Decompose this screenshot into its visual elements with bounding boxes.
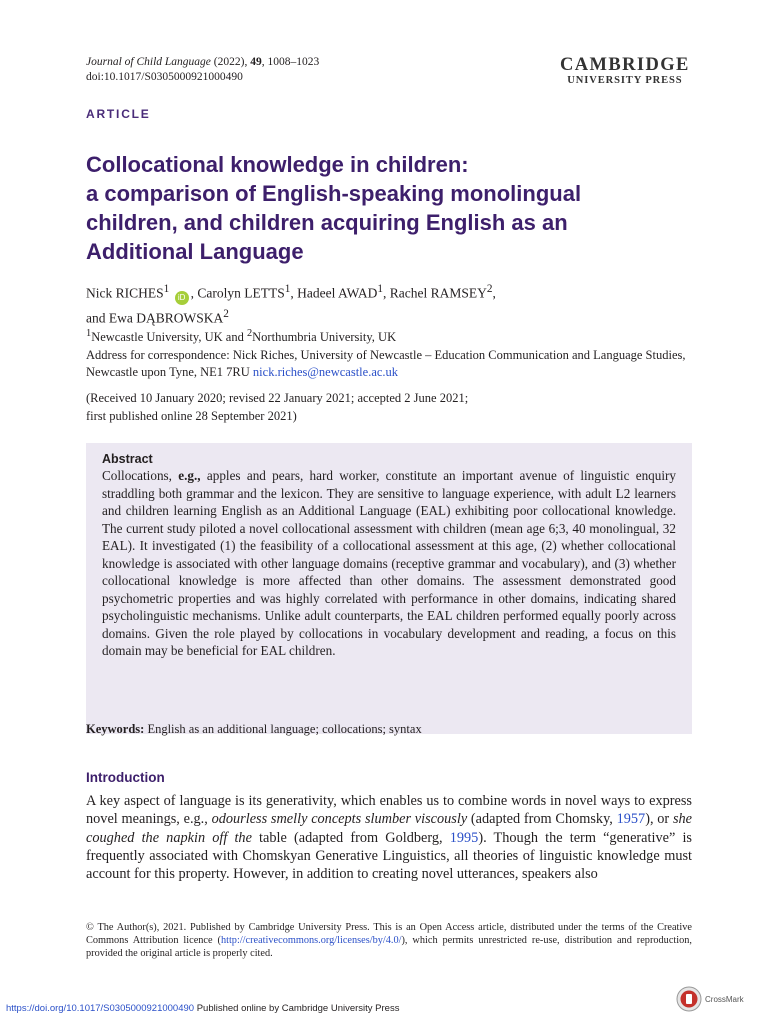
- title-line-4: Additional Language: [86, 239, 304, 264]
- affil-text-1: Newcastle University, UK and: [91, 330, 247, 345]
- title-line-3: children, and children acquiring English as an: [86, 210, 568, 235]
- received-line-2: first published online 28 September 2021): [86, 408, 297, 423]
- introduction-body: [86, 792, 692, 883]
- keywords-label: Keywords:: [86, 722, 145, 736]
- citation-link-1995[interactable]: 1995: [449, 829, 479, 846]
- affiliation-line: [86, 325, 686, 347]
- introduction-heading: Introduction: [86, 770, 165, 785]
- abstract-text-bold: e.g.,: [178, 468, 201, 483]
- intro-text: (adapted from Chomsky,: [467, 811, 617, 828]
- intro-text: ). Though the term “generative” is frequently associated with Chomskyan Generative Linguistics, all theories of linguistic knowledge must account for this property. However, in addition to creating novel utterances, speakers also: [86, 829, 692, 883]
- author-ramsey: , Rachel RAMSEY: [383, 285, 487, 301]
- abstract-text-rest: apples and pears, hard worker, constitute an important avenue of linguistic enquiry straddling both grammar and the lexicon. They are sensitive to language experience, with adult L2 learners and children learning English as an Additional Language (EAL) exhibiting poor collocational knowledge. The current study piloted a novel collocational assessment with children (mean age 6;3, 40 monolingual, 32 EAL). It investigated (1) the feasibility of a collocational assessment at this age, (2) whether collocational knowledge is associated with other language domains (receptive grammar and vocabulary), and (3) whether collocational knowledge is more affected than other domains. The assessment demonstrated good psychometric properties and was highly correlated with performance in other domains, indicating shared psycholinguistic mechanisms. Unlike adult counterparts, the EAL children performed equally poorly across domains. Given the role played by collocations in vocabulary development and reading, a focus on this domain may be beneficial for EAL children.: [102, 468, 677, 658]
- abstract-heading: Abstract: [102, 452, 153, 466]
- author-list: [86, 280, 686, 327]
- page-footer: [6, 1003, 399, 1014]
- abstract-text-start: Collocations,: [102, 468, 179, 483]
- author-dabrowska: and Ewa DĄBROWSKA: [86, 310, 224, 325]
- article-title: [86, 150, 706, 266]
- journal-year: (2022),: [210, 56, 251, 68]
- article-type-label: ARTICLE: [86, 107, 151, 121]
- license-statement: [86, 922, 692, 960]
- license-text-end: ), which permits unrestricted re-use, distribution and reproduction, provided the original article is properly cited.: [86, 934, 692, 959]
- received-dates: [86, 390, 686, 425]
- author-affil-sup: 1: [284, 283, 291, 295]
- author-affil-sup: 1: [377, 283, 384, 295]
- affil-sup: 1: [86, 328, 92, 339]
- journal-name: Journal of Child Language: [86, 56, 211, 68]
- intro-text: table (adapted from Goldberg,: [251, 829, 450, 846]
- author-affil-sup: 2: [486, 283, 493, 295]
- author-affil-sup: 1: [163, 283, 170, 295]
- abstract-box: [86, 443, 692, 734]
- author-affil-sup: 2: [223, 307, 229, 320]
- license-link[interactable]: http://creativecommons.org/licenses/by/4.0/: [220, 934, 402, 946]
- footer-published: Published online by Cambridge University Press: [194, 1003, 400, 1014]
- title-line-2: a comparison of English-speaking monolingual: [86, 181, 582, 206]
- author-separator: ,: [492, 285, 496, 301]
- abstract-body: [102, 467, 676, 660]
- journal-citation: [86, 55, 319, 70]
- logo-line-2: UNIVERSITY PRESS: [567, 75, 683, 86]
- correspondence-text: Address for correspondence: Nick Riches, University of Newcastle – Education Communication and Language Studies, Newcastle upon Tyne, NE1 7RU: [86, 347, 686, 380]
- crossmark-badge[interactable]: [676, 986, 744, 1012]
- intro-italic: odourless smelly concepts slumber viscously: [211, 811, 468, 828]
- footer-doi-link[interactable]: https://doi.org/10.1017/S0305000921000490: [6, 1003, 195, 1014]
- author-letts: , Carolyn LETTS: [190, 285, 285, 301]
- author-riches: Nick RICHES: [86, 285, 164, 301]
- logo-line-1: CAMBRIDGE: [560, 55, 690, 75]
- email-link[interactable]: nick.riches@newcastle.ac.uk: [252, 365, 399, 380]
- journal-pages: , 1008–1023: [261, 56, 320, 68]
- keywords: [86, 722, 422, 737]
- cambridge-logo: [560, 56, 690, 88]
- license-text: © The Author(s), 2021. Published by Cambridge University Press. This is an Open Access article, distributed under the terms of the Creative Commons Attribution licence (: [86, 922, 692, 946]
- intro-text: ), or: [645, 811, 673, 828]
- correspondence: [86, 347, 686, 382]
- received-line-1: (Received 10 January 2020; revised 22 January 2021; accepted 2 June 2021;: [86, 391, 469, 405]
- intro-italic: she coughed the napkin off the: [86, 811, 692, 846]
- citation-link-1957[interactable]: 1957: [616, 811, 646, 828]
- author-awad: , Hadeel AWAD: [290, 285, 378, 301]
- title-line-1: Collocational knowledge in children:: [86, 152, 469, 177]
- keywords-values: English as an additional language; collocations; syntax: [144, 722, 422, 736]
- crossmark-label: CrossMark: [705, 994, 744, 1004]
- affiliations: [86, 325, 686, 382]
- crossmark-icon: [676, 986, 702, 1012]
- journal-header: [86, 55, 319, 85]
- orcid-icon[interactable]: iD: [175, 291, 189, 305]
- intro-text: A key aspect of language is its generativity, which enables us to combine words in novel ways to express novel meanings, e.g.,: [86, 793, 692, 828]
- affil-sup: 2: [246, 328, 253, 339]
- journal-volume: 49: [250, 56, 262, 68]
- article-doi: doi:10.1017/S0305000921000490: [86, 71, 243, 83]
- affil-text-2: Northumbria University, UK: [252, 330, 397, 345]
